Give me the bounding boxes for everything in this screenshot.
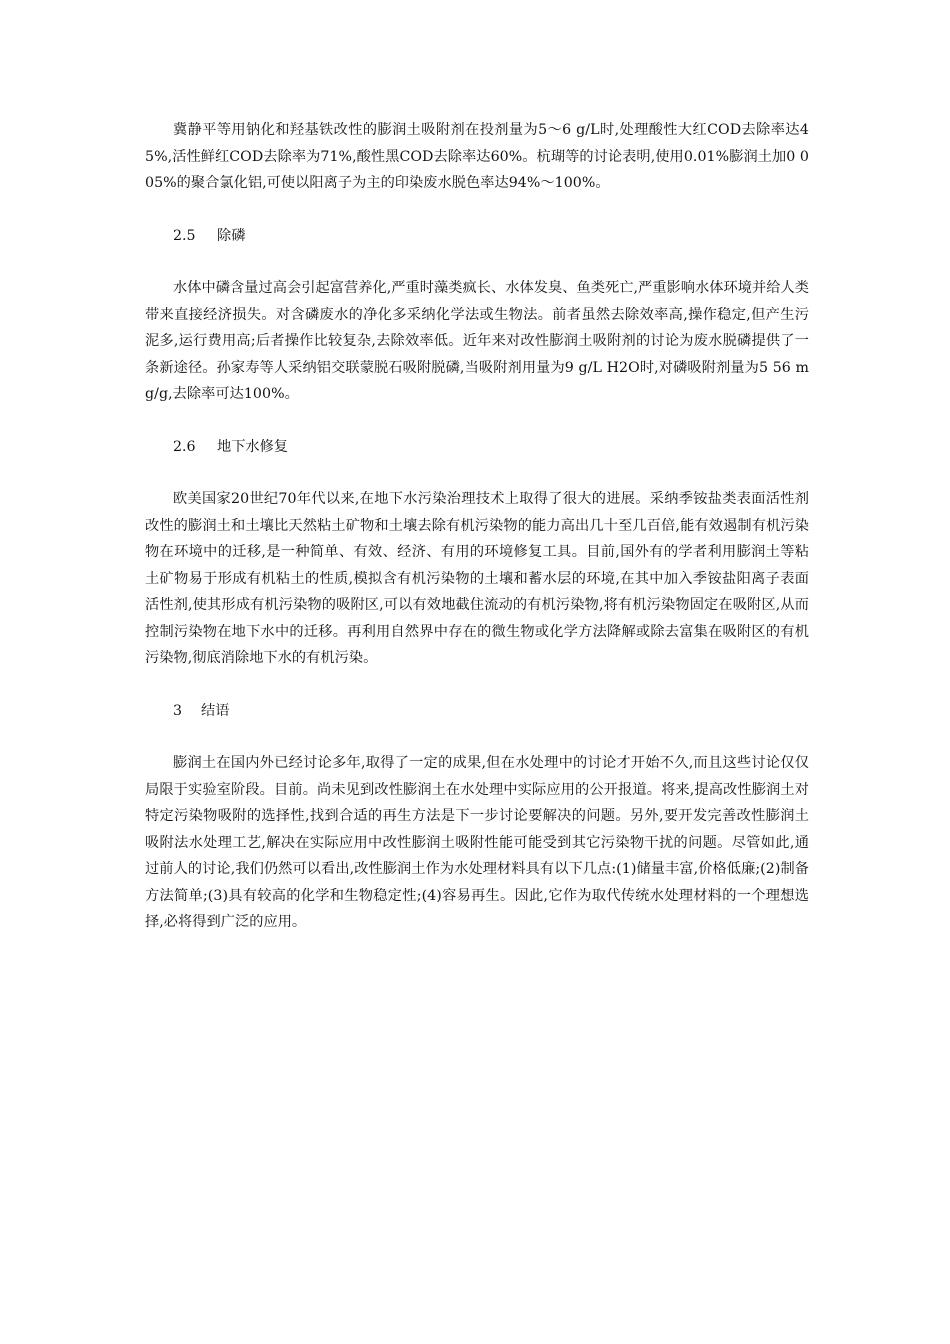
section-title: 除磷 [217,227,246,244]
section-number: 2.5 [173,227,196,244]
section-2-5-paragraph: 水体中磷含量过高会引起富营养化,严重时藻类疯长、水体发臭、鱼类死亡,严重影响水体环境并给人类带来直接经济损失。对含磷废水的净化多采纳化学法或生物法。前者虽然去除效率高,操作稳定,但产生污泥多,运行费用高;后者操作比较复杂,去除效率低。近年来对改性膨润土吸附剂的讨论为废水脱磷提供了一条新途径。孙家寿等人采纳铝交联蒙脱石吸附脱磷,当吸附剂用量为9 g/L H2O时,对磷吸附剂量为5 56 mg/g,去除率可达100%。 [145,280,809,402]
section-2-5-heading [145,223,809,250]
section-number: 3 [173,702,183,719]
section-2-6-heading [145,434,809,461]
section-title: 结语 [201,702,230,719]
intro-paragraph: 冀静平等用钠化和羟基铁改性的膨润土吸附剂在投剂量为5～6 g/L时,处理酸性大红COD去除率达45%,活性鲜红COD去除率为71%,酸性黑COD去除率达60%。杭瑚等的讨论表明,使用0.01%膨润土加0 005%的聚合氯化铝,可使以阳离子为主的印染废水脱色率达94%～100%。 [145,122,809,191]
section-3-paragraph: 膨润土在国内外已经讨论多年,取得了一定的成果,但在水处理中的讨论才开始不久,而且这些讨论仅仅局限于实验室阶段。目前。尚未见到改性膨润土在水处理中实际应用的公开报道。将来,提高改性膨润土对特定污染物吸附的选择性,找到合适的再生方法是下一步讨论要解决的问题。另外,要开发完善改性膨润土吸附法水处理工艺,解决在实际应用中改性膨润土吸附性能可能受到其它污染物干扰的问题。尽管如此,通过前人的讨论,我们仍然可以看出,改性膨润土作为水处理材料具有以下几点:(1)储量丰富,价格低廉;(2)制备方法简单;(3)具有较高的化学和生物稳定性;(4)容易再生。因此,它作为取代传统水处理材料的一个理想选择,必将得到广泛的应用。 [145,755,809,930]
document-page [145,117,809,936]
section-3-heading [145,698,809,725]
section-number: 2.6 [173,438,196,455]
section-title: 地下水修复 [217,438,288,455]
section-2-6-paragraph: 欧美国家20世纪70年代以来,在地下水污染治理技术上取得了很大的进展。采纳季铵盐类表面活性剂改性的膨润土和土壤比天然粘土矿物和土壤去除有机污染物的能力高出几十至几百倍,能有效遏制有机污染物在环境中的迁移,是一种简单、有效、经济、有用的环境修复工具。目前,国外有的学者利用膨润土等粘土矿物易于形成有机粘土的性质,模拟含有机污染物的土壤和蓄水层的环境,在其中加入季铵盐阳离子表面活性剂,使其形成有机污染物的吸附区,可以有效地截住流动的有机污染物,将有机污染物固定在吸附区,从而控制污染物在地下水中的迁移。再利用自然界中存在的微生物或化学方法降解或除去富集在吸附区的有机污染物,彻底消除地下水的有机污染。 [145,491,809,666]
